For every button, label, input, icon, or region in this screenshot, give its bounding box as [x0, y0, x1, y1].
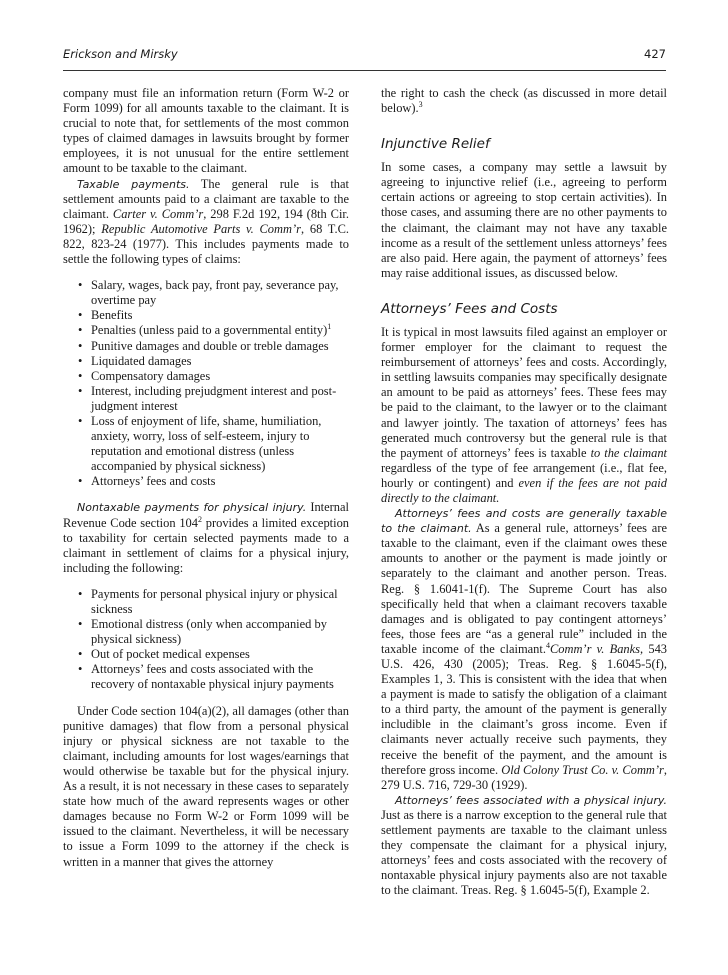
case-citation: Republic Automotive Parts v. Comm’r	[101, 221, 301, 236]
section-104-paragraph: Under Code section 104(a)(2), all damages (other than punitive damages) that flow from a personal physical injury or physical sickness are not taxable to the claimant, including amounts for lost wages/earnings that would otherwise be taxable but for the physical injury. As a result, it is not necessary in these cases to separately state how much of the award represents wages or other damages because no Form W-2 or Form 1099 will be issued to the claimant. Nevertheless, it will be necessary to issue a Form 1099 to the attorney if the check is written in a manner that gives the attorney	[63, 703, 349, 869]
list-item: • Compensatory damages	[91, 369, 349, 384]
run-in-heading-taxable: Taxable payments.	[77, 177, 190, 191]
injunctive-relief-paragraph: In some cases, a company may settle a lawsuit by agreeing to injunctive relief (i.e., agreeing to perform certain actions or agreeing to stop certain activities). In those cases, and assuming there are no other payments to the claimant, the claimant may not have any taxable income as a result of the settlement unless attorneys’ fees are also paid. Here again, the payment of attorneys’ fees may raise additional issues, as discussed below.	[381, 160, 667, 280]
list-item: • Penalties (unless paid to a governmental entity)$^1$	[91, 323, 349, 338]
left-paragraph-1: company must file an information return (Form W-2 or Form 1099) for all amounts taxable to the claimant. It is crucial to note that, for settlements of the most common types of claimed damages in lawsuits brought by former employees, it is not unusual for the entire settlement amount to be taxable to the claimant.	[63, 86, 349, 176]
nontaxable-payments-paragraph: Nontaxable payments for physical injury. Internal Revenue Code section $104^2$ provides a limited exception to taxability for certain selected payments made to a claimant in settlement of claims for a physical injury, including the following:	[63, 500, 350, 575]
taxable-payments-paragraph: Taxable payments. The general rule is that settlement amounts paid to a claimant are taxable to the claimant. Carter v. Comm’r, 298 F.2d 192, 194 (8th Cir. 1962); Republic Automotive Parts v. Comm’r, 68 T.C. 822, 823-24 (1977). This includes payments made to settle the following types of claims:	[63, 176, 349, 267]
list-item: • Interest, including prejudgment interest and post-judgment interest	[91, 384, 349, 414]
case-citation: Carter v. Comm’r	[112, 206, 204, 221]
footnote-marker: 3	[418, 99, 423, 109]
running-header-authors: Erickson and Mirsky	[63, 47, 178, 61]
right-paragraph-1: the right to cash the check (as discussed in more detail below).$^3$	[381, 86, 667, 116]
page-number: 427	[644, 47, 666, 61]
run-in-heading-fees-taxable: Attorneys’ fees and costs are generally taxable to the claimant.	[381, 507, 667, 536]
taxable-claims-list	[63, 278, 349, 489]
header-rule	[63, 70, 666, 71]
list-item: • Attorneys’ fees and costs	[91, 474, 349, 489]
attorneys-fees-paragraph: It is typical in most lawsuits filed against an employer or former employer for the claimant to request the reimbursement of attorneys’ fees and costs. Accordingly, in settling lawsuits companies may specifically designate an amount to be paid as attorneys’ fees. These fees may be paid to the claimant, to the lawyer or to the claimant and lawyer jointly. The taxation of attorneys’ fees has generated much controversy but the general rule is that the payment of attorneys’ fees is taxable to the claimant regardless of the type of fee arrangement (i.e., flat fee, hourly or contingent) and even if the fees are not paid directly to the claimant.	[381, 324, 667, 505]
fees-taxable-paragraph: Attorneys’ fees and costs are generally taxable to the claimant. As a general rule, attorneys’ fees are taxable to the claimant, even if the claimant owes these amounts to another or the payment is made jointly or separately to the claimant and another person. Treas. Reg. § 1.6041-1(f). The Supreme Court has also specifically held that when a claimant recovers taxable damages and is obligated to pay contingent attorneys’ fees, those fees are “as a general rule” included in the taxable income of the claimant.$^4$Comm’r v. Banks, 543 U.S. 426, 430 (2005); Treas. Reg. § 1.6045-5(f), Examples 1, 3. This is consistent with the idea that when a payment is made to satisfy the obligation of a claimant to a third party, the amount of the payment is generally includible in the claimant’s gross income. Even if claimants never actually receive such payments, they receive the benefit of the payment, and the amount is therefore gross income. Old Colony Trust Co. v. Comm’r, 279 U.S. 716, 729-30 (1929).	[381, 507, 668, 792]
footnote-marker: 2	[197, 514, 202, 524]
case-citation: Old Colony Trust Co. v. Comm’r	[501, 762, 664, 777]
section-heading-injunctive-relief: Injunctive Relief	[381, 136, 490, 153]
right-column	[381, 86, 667, 899]
run-in-heading-nontaxable: Nontaxable payments for physical injury.	[77, 501, 307, 515]
footnote-marker: 1	[327, 322, 332, 332]
list-item: • Attorneys’ fees and costs associated with the recovery of nontaxable physical injury payments	[91, 662, 349, 692]
list-item: • Loss of enjoyment of life, shame, humiliation, anxiety, worry, loss of self-esteem, injury to reputation and emotional distress (unless accompanied by physical sickness)	[91, 414, 349, 474]
fees-physical-injury-paragraph: Attorneys’ fees associated with a physical injury. Just as there is a narrow exception to the general rule that settlement payments are taxable to the claimant unless they compensate the claimant for a physical injury, attorneys’ fees and costs associated with the recovery of nontaxable physical injury payments also are not taxable to the claimant. Treas. Reg. § 1.6045-5(f), Example 2.	[381, 793, 667, 898]
list-item: • Liquidated damages	[91, 354, 349, 369]
run-in-heading-physical-injury: Attorneys’ fees associated with a physical injury.	[395, 793, 667, 807]
list-item: • Benefits	[91, 308, 349, 323]
list-item: • Out of pocket medical expenses	[91, 647, 349, 662]
case-citation: Comm’r v. Banks,	[549, 641, 644, 656]
list-item: • Punitive damages and double or treble damages	[91, 339, 349, 354]
nontaxable-payments-list	[63, 587, 349, 693]
list-item: • Salary, wages, back pay, front pay, severance pay, overtime pay	[91, 278, 349, 308]
left-column	[63, 86, 349, 870]
running-header	[63, 47, 666, 67]
section-heading-attorneys-fees: Attorneys’ Fees and Costs	[381, 300, 558, 317]
list-item: • Payments for personal physical injury or physical sickness	[91, 587, 349, 617]
list-item: • Emotional distress (only when accompanied by physical sickness)	[91, 617, 349, 647]
footnote-marker: 4	[545, 640, 550, 650]
